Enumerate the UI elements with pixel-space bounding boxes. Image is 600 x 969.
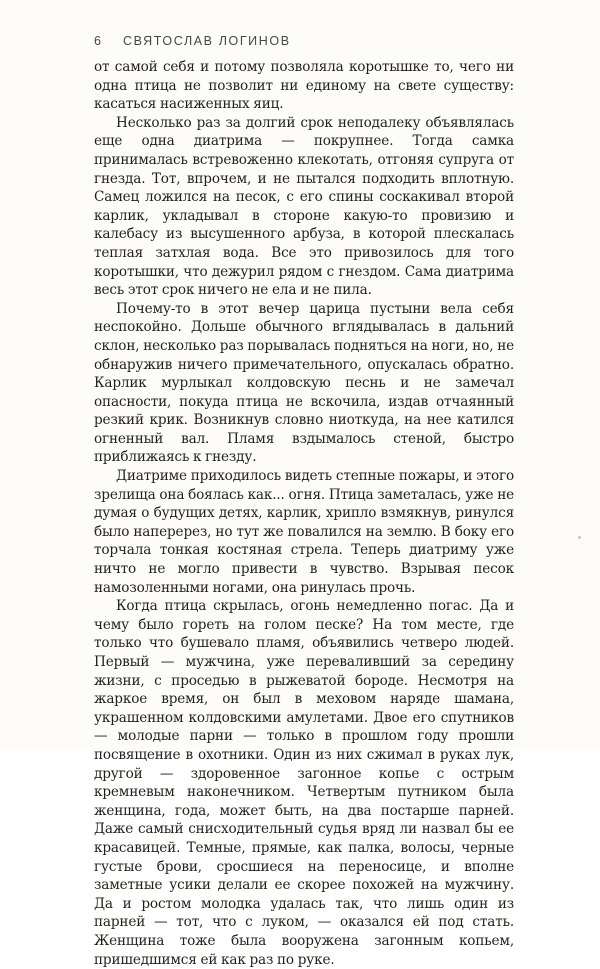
- paragraph: Диатриме приходилось видеть степные пожары, и этого зрелища она боялась как... огня. Птица заметалась, уже не думая о будущих детях, карлик, хрипло взмякнув, ринулся было наперерез, но тут же повалился на землю. В боку его торчала тонкая костяная стрела. Теперь диатриму уже ничто не могло привести в чувство. Взрывая песок намозоленными ногами, она ринулась прочь.: [94, 468, 514, 596]
- running-head: [94, 34, 291, 48]
- paragraph: Когда птица скрылась, огонь немедленно погас. Да и чему было гореть на голом песке? На том месте, где только что бушевало пламя, объявились четверо людей. Первый — мужчина, уже переваливший за середину жизни, с проседью в рыжеватой бороде. Несмотря на жаркое время, он был в меховом наряде шамана, украшенном колдовскими амулетами. Двое его спутников — молодые парни — только в прошлом году прошли посвящение в охотники. Один из них сжимал в руках лук, другой — здоровенное загонное копье с острым кремневым наконечником. Четвертым путником была женщина, года, может быть, на два постарше парней. Даже самый снисходительный судья вряд ли назвал бы ее красавицей. Темные, прямые, как палка, волосы, черные густые брови, сросшиеся на переносице, и вполне заметные усики делали ее скорее похожей на мужчину. Да и ростом молодка удалась так, что лишь один из парней — тот, что с луком, — оказался ей под стать. Женщина тоже была вооружена загонным копьем, пришедшимся ей как раз по руке.: [94, 598, 514, 968]
- paragraph: Несколько раз за долгий срок неподалеку объявлялась еще одна диатрима — покрупнее. Тогда самка принималась встревоженно клекотать, отгоняя супруга от гнезда. Тот, впрочем, и не пытался подходить вплотную. Самец ложился на песок, с его спины соскакивал второй карлик, укладывал в стороне какую-то провизию и калебасу из высушенного арбуза, в которой плескалась теплая затхлая вода. Все это привозилось для того коротышки, что дежурил рядом с гнездом. Сама диатрима весь этот срок ничего не ела и не пила.: [94, 114, 514, 299]
- paper-speck: [578, 536, 581, 539]
- author-name: СВЯТОСЛАВ ЛОГИНОВ: [122, 34, 291, 48]
- page-number: 6: [94, 34, 101, 48]
- paragraph: Почему-то в этот вечер царица пустыни вела себя неспокойно. Дольше обычного вглядывалась в дальний склон, несколько раз порывалась подняться на ноги, но, не обнаружив ничего примечательного, опускалась обратно. Карлик мурлыкал колдовскую песнь и не замечал опасности, покуда птица не вскочила, издав отчаянный резкий крик. Возникнув словно ниоткуда, на нее катился огненный вал. Пламя вздымалось стеной, быстро приближаясь к гнезду.: [94, 300, 514, 466]
- body-text: [94, 58, 514, 969]
- paragraph: от самой себя и потому позволяла коротышке то, чего ни одна птица не позволит ни единому на свете существу: касаться насиженных яиц.: [94, 59, 514, 113]
